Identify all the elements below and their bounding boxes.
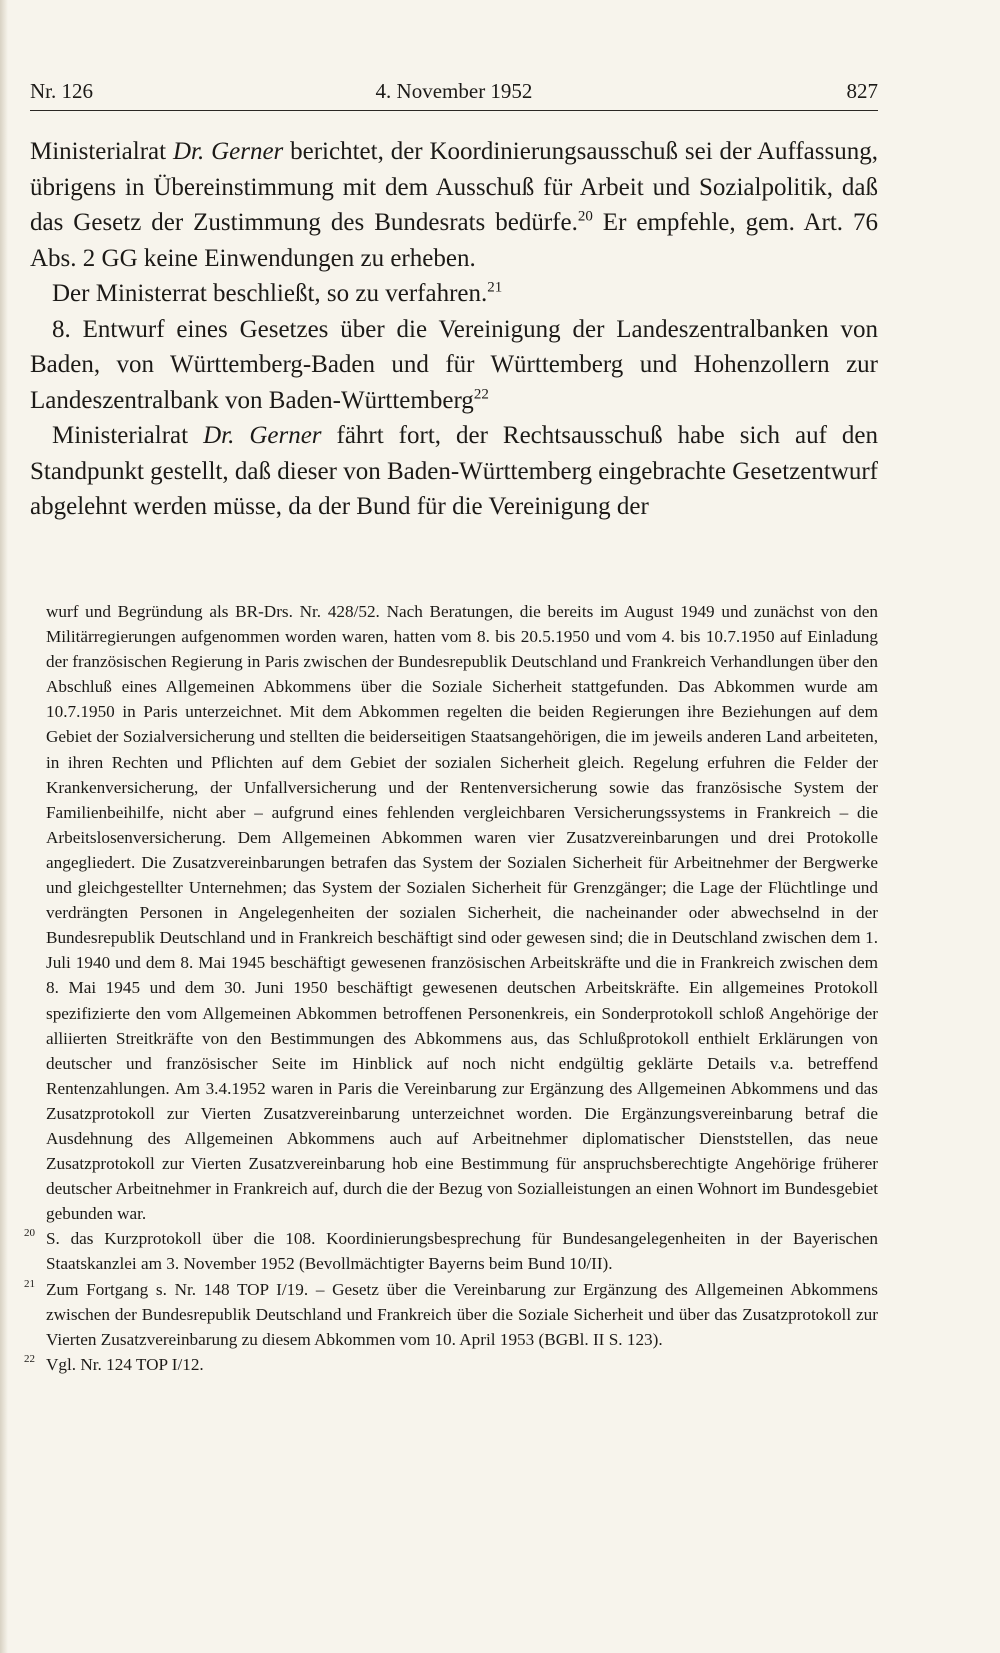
footnote-ref-21: 21 (487, 279, 503, 296)
title-dr: Dr. (172, 138, 205, 165)
paragraph-gerner-continues: Ministerialrat Dr. Gerner fährt fort, der Rechtsausschuß habe sich auf den Standpunkt gestellt, daß dieser von Baden-Württemberg eingebrachte Gesetzentwurf abgelehnt werden müsse, da der Bund für die Vereinigung der (30, 422, 879, 520)
footnote-text: S. das Kurzprotokoll über die 108. Koordinierungsbesprechung für Bundesangelegenheiten in der Bayerischen Staatskanzlei am 3. November 1952 (Bevollmächtigter Bayerns beim Bund 10/II). (46, 1229, 878, 1274)
footnote-20 (24, 1226, 878, 1276)
speaker-name: Gerner (211, 138, 284, 165)
footnote-number: 20 (24, 1227, 35, 1240)
footnote-text: Vgl. Nr. 124 TOP I/12. (46, 1354, 204, 1374)
main-text (30, 134, 878, 525)
footnote-22 (24, 1352, 878, 1377)
title-dr: Dr. (203, 422, 235, 449)
paragraph-gerner-report: Ministerialrat Dr. Gerner berichtet, der Koordinierungsausschuß sei der Auffassung, übrigens in Übereinstimmung mit dem Ausschuß für Arbeit und Sozialpolitik, daß das Gesetz der Zustimmung des Bundesrats bedürfe.$^{20}$ Er empfehle, gem. Art. 76 Abs. 2 GG keine Einwendungen zu erheben. (30, 138, 878, 272)
footnote-ref-20: 20 (577, 208, 593, 225)
agenda-item-8: 8. Entwurf eines Gesetzes über die Vereinigung der Landeszentralbanken von Baden, von Württemberg-Baden und für Württemberg und Hohenzollern zur Landeszentralbank von Baden-Württemberg$^{22}$ (30, 315, 878, 414)
page-number: 827 (846, 79, 878, 103)
footnote-ref-22: 22 (473, 386, 489, 403)
paragraph-decision: Der Ministerrat beschließt, so zu verfahren.$^{21}$ (52, 279, 503, 307)
speaker-name: Gerner (249, 422, 322, 449)
footnote-number: 21 (24, 1277, 35, 1290)
footnote-number: 22 (24, 1352, 35, 1365)
header-date: 4. November 1952 (375, 79, 533, 103)
footnote-text: Zum Fortgang s. Nr. 148 TOP I/19. – Gesetz über die Vereinbarung zur Ergänzung des Allgemeinen Abkommens zwischen der Bundesrepublik Deutschland und Frankreich über die Soziale Sicherheit und über das Zusatzprotokoll zur Vierten Zusatzvereinbarung zu diesem Abkommen vom 10. April 1953 (BGBl. II S. 123). (46, 1279, 878, 1349)
header-rule (30, 110, 878, 111)
footnote-continuation: wurf und Begründung als BR-Drs. Nr. 428/52. Nach Beratungen, die bereits im August 1949 und zunächst von den Militärregierungen aufgenommen worden waren, hatten vom 8. bis 20.5.1950 und vom 4. bis 10.7.1950 auf Einladung der französischen Regierung in Paris zwischen der Bundesrepublik Deutschland und Frankreich Verhandlungen über den Abschluß eines Allgemeinen Abkommens über die Soziale Sicherheit stattgefunden. Das Abkommen wurde am 10.7.1950 in Paris unterzeichnet. Mit dem Abkommen regelten die beiden Regierungen ihre Beziehungen auf dem Gebiet der Sozialversicherung und stellten die beiderseitigen Staatsangehörigen, die im jeweils anderen Land arbeiteten, in ihren Rechten und Pflichten auf dem Gebiet der sozialen Sicherheit gleich. Regelung erfuhren die Felder der Krankenversicherung, der Unfallversicherung und der Rentenversicherung sowie das französische System der Familienbeihilfe, nicht aber – aufgrund eines fehlenden vergleichbaren Versicherungssystems in Frankreich – die Arbeitslosenversicherung. Dem Allgemeinen Abkommen waren vier Zusatzvereinbarungen und drei Protokolle angegliedert. Die Zusatzvereinbarungen betrafen das System der Sozialen Sicherheit für Arbeitnehmer der Bergwerke und gleichgestellter Unternehmen; das System der Sozialen Sicherheit für Grenzgänger; die Lage der Flüchtlinge und verdrängten Personen in Angelegenheiten der sozialen Sicherheit, die nacheinander oder abwechselnd in der Bundesrepublik Deutschland und in Frankreich beschäftigt sind oder gewesen sind; die in Deutschland zwischen dem 1. Juli 1940 und dem 8. Mai 1945 beschäftigt gewesenen französischen Arbeitskräfte und die in Frankreich zwischen dem 8. Mai 1945 und dem 30. Juni 1950 beschäftigt gewesenen deutschen Arbeitskräfte. Ein allgemeines Protokoll spezifizierte den vom Allgemeinen Abkommen betroffenen Personenkreis, ein Sonderprotokoll schloß Angehörige der alliierten Streitkräfte von den Bestimmungen des Abkommens aus, das Schlußprotokoll enthielt Erklärungen von deutscher und französischer Seite im Hinblick auf noch nicht endgültig geklärte Details v.a. betreffend Rentenzahlungen. Am 3.4.1952 waren in Paris die Vereinbarung zur Ergänzung des Allgemeinen Abkommens und das Zusatzprotokoll zur Vierten Zusatzvereinbarung unterzeichnet worden. Die Ergänzungsvereinbarung betraf die Ausdehnung des Allgemeinen Abkommens auch auf Arbeitnehmer diplomatischer Dienststellen, das neue Zusatzprotokoll zur Vierten Zusatzvereinbarung hob eine Bestimmung für anspruchsberechtigte Angehörige früherer deutscher Arbeitnehmer in Frankreich auf, durch die der Bezug von Sozialleistungen an einen Wohnort im Bundesgebiet gebunden war. (46, 602, 878, 1224)
footnote-21 (24, 1277, 878, 1352)
page-header (30, 76, 878, 106)
document-number: Nr. 126 (30, 79, 93, 103)
footnotes (24, 599, 878, 1377)
